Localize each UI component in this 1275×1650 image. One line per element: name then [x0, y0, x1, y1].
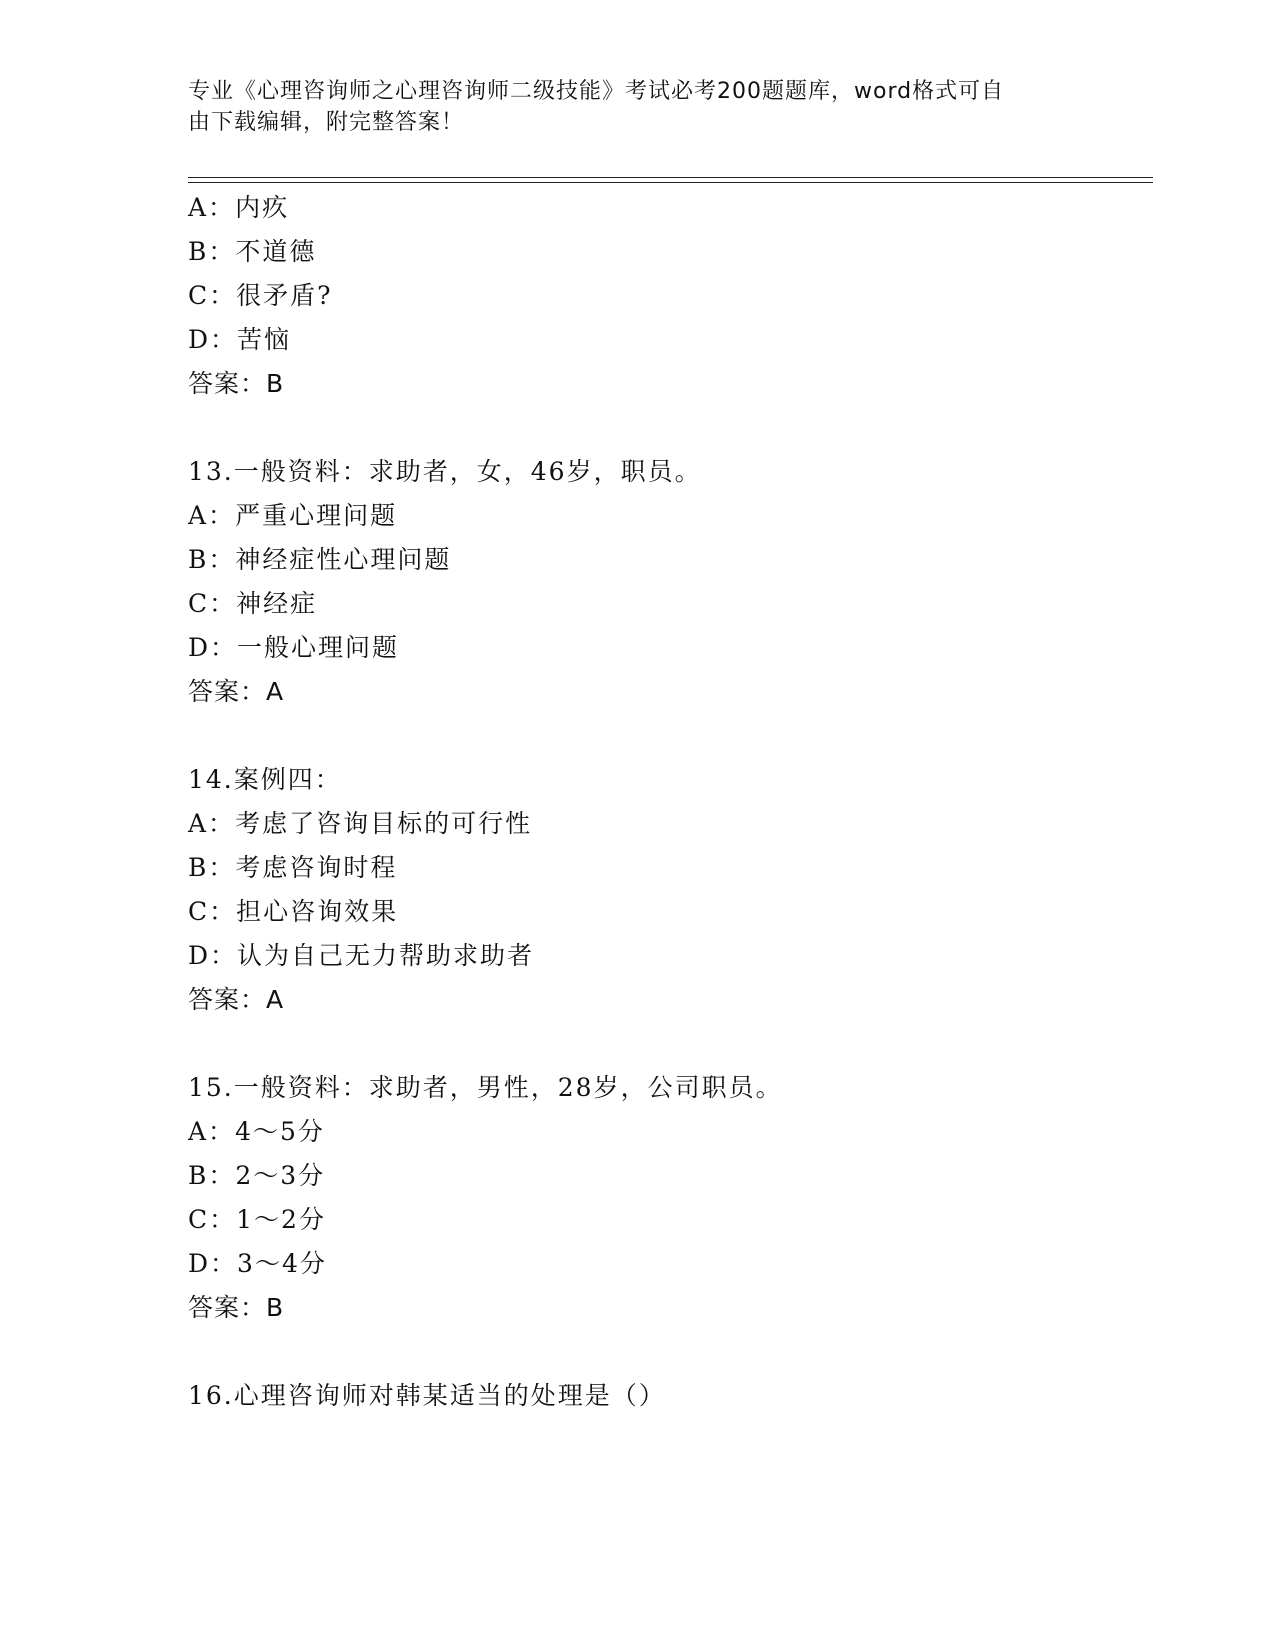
q13-option-d — [188, 632, 399, 664]
q13-option-a — [188, 500, 397, 532]
option-text: 苦恼 — [237, 325, 292, 354]
option-key: B： — [188, 853, 236, 882]
q14-option-b — [188, 852, 397, 884]
option-key: D： — [188, 325, 238, 354]
q15-option-a — [188, 1116, 325, 1148]
option-text: 担心咨询效果 — [236, 897, 399, 926]
option-text: 1～2分 — [236, 1205, 326, 1234]
option-key: A： — [188, 501, 236, 530]
question-14: 14.案例四： — [188, 765, 342, 794]
prev-option-a — [188, 192, 289, 224]
q13-option-b — [188, 544, 451, 576]
q15-option-b — [188, 1160, 325, 1192]
option-text: 考虑咨询时程 — [235, 853, 398, 882]
prev-option-c — [188, 280, 333, 312]
q15-option-d — [188, 1248, 327, 1280]
option-key: B： — [188, 545, 236, 574]
prev-option-b — [188, 236, 316, 268]
option-key: D： — [188, 633, 238, 662]
option-key: C： — [188, 897, 237, 926]
header-line-2: 由下载编辑，附完整答案！ — [188, 110, 465, 135]
option-text: 内疚 — [235, 193, 290, 222]
option-key: C： — [188, 281, 237, 310]
option-text: 3～4分 — [237, 1249, 327, 1278]
option-text: 2～3分 — [235, 1161, 326, 1190]
q14-option-a — [188, 808, 532, 840]
header-divider-bottom — [188, 182, 1153, 183]
option-text: 一般心理问题 — [237, 633, 400, 662]
option-text: 考虑了咨询目标的可行性 — [235, 809, 533, 838]
q15-option-c — [188, 1204, 326, 1236]
option-text: 不道德 — [235, 237, 317, 266]
question-16: 16.心理咨询师对韩某适当的处理是（） — [188, 1381, 666, 1410]
header-divider-top — [188, 177, 1153, 178]
option-key: D： — [188, 941, 238, 970]
q14-answer: 答案：A — [188, 985, 285, 1014]
option-key: C： — [188, 1205, 237, 1234]
option-text: 很矛盾? — [236, 281, 333, 310]
option-text: 严重心理问题 — [235, 501, 398, 530]
option-text: 神经症 — [236, 589, 318, 618]
q14-option-c — [188, 896, 398, 928]
prev-option-d — [188, 324, 291, 356]
q13-option-c — [188, 588, 317, 620]
prev-answer: 答案：B — [188, 369, 285, 398]
option-text: 神经症性心理问题 — [235, 545, 452, 574]
option-key: A： — [188, 809, 236, 838]
header-line-1: 专业《心理咨询师之心理咨询师二级技能》考试必考200题题库，word格式可自 — [188, 79, 1005, 104]
option-key: D： — [188, 1249, 238, 1278]
option-text: 4～5分 — [235, 1117, 325, 1146]
option-text: 认为自己无力帮助求助者 — [237, 941, 535, 970]
question-15: 15.一般资料：求助者，男性，28岁，公司职员。 — [188, 1073, 783, 1102]
option-key: B： — [188, 237, 236, 266]
question-13: 13.一般资料：求助者，女，46岁，职员。 — [188, 457, 702, 486]
option-key: B： — [188, 1161, 236, 1190]
option-key: A： — [188, 193, 236, 222]
option-key: C： — [188, 589, 237, 618]
q13-answer: 答案：A — [188, 677, 285, 706]
q14-option-d — [188, 940, 534, 972]
q15-answer: 答案：B — [188, 1293, 285, 1322]
document-header — [188, 76, 1088, 138]
option-key: A： — [188, 1117, 236, 1146]
